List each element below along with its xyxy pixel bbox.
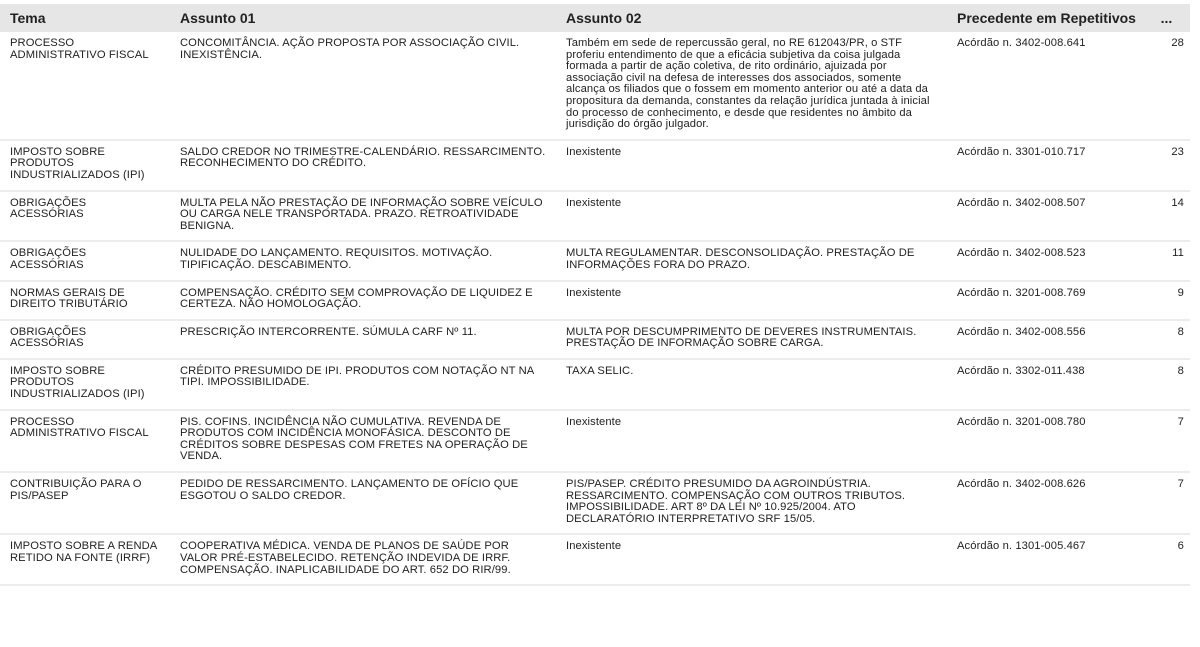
precedents-table <box>0 4 1190 586</box>
cell-tema: IMPOSTO SOBRE A RENDA RETIDO NA FONTE (IRRF) <box>0 534 170 585</box>
cell-assunto-01: COMPENSAÇÃO. CRÉDITO SEM COMPROVAÇÃO DE LIQUIDEZ E CERTEZA. NÃO HOMOLOGAÇÃO. <box>170 281 556 320</box>
cell-precedente: Acórdão n. 3402-008.523 <box>947 241 1143 280</box>
cell-tema: CONTRIBUIÇÃO PARA O PIS/PASEP <box>0 472 170 534</box>
cell-count: 7 <box>1143 472 1190 534</box>
cell-tema: OBRIGAÇÕES ACESSÓRIAS <box>0 241 170 280</box>
cell-assunto-02: Inexistente <box>556 410 947 472</box>
cell-precedente: Acórdão n. 3302-011.438 <box>947 359 1143 410</box>
header-assunto-01[interactable]: Assunto 01 <box>170 4 556 32</box>
header-count[interactable]: ... <box>1143 4 1190 32</box>
table-row[interactable] <box>0 320 1190 359</box>
cell-tema: IMPOSTO SOBRE PRODUTOS INDUSTRIALIZADOS (IPI) <box>0 140 170 191</box>
table-body <box>0 32 1190 585</box>
cell-precedente: Acórdão n. 3402-008.641 <box>947 32 1143 140</box>
cell-assunto-01: MULTA PELA NÃO PRESTAÇÃO DE INFORMAÇÃO SOBRE VEÍCULO OU CARGA NELE TRANSPORTADA. PRAZO. RETROATIVIDADE BENIGNA. <box>170 191 556 242</box>
header-tema[interactable]: Tema <box>0 4 170 32</box>
cell-assunto-02: Também em sede de repercussão geral, no RE 612043/PR, o STF proferiu entendimento de que a eficácia subjetiva da coisa julgada formada a partir de ação coletiva, de rito ordinário, ajuizada por associação civil na defesa de interesses dos associados, somente alcança os filiados que o fossem em momento anterior ou até a data da propositura da demanda, constantes da relação jurídica juntada à inicial do processo de conhecimento, e desde que residentes no âmbito da jurisdição do órgão julgador. <box>556 32 947 140</box>
cell-assunto-01: CRÉDITO PRESUMIDO DE IPI. PRODUTOS COM NOTAÇÃO NT NA TIPI. IMPOSSIBILIDADE. <box>170 359 556 410</box>
cell-precedente: Acórdão n. 3201-008.780 <box>947 410 1143 472</box>
table-row[interactable] <box>0 140 1190 191</box>
table-row[interactable] <box>0 32 1190 140</box>
cell-assunto-02: Inexistente <box>556 281 947 320</box>
table-row[interactable] <box>0 281 1190 320</box>
cell-tema: OBRIGAÇÕES ACESSÓRIAS <box>0 191 170 242</box>
cell-precedente: Acórdão n. 3301-010.717 <box>947 140 1143 191</box>
cell-count: 11 <box>1143 241 1190 280</box>
cell-tema: IMPOSTO SOBRE PRODUTOS INDUSTRIALIZADOS (IPI) <box>0 359 170 410</box>
cell-assunto-02: TAXA SELIC. <box>556 359 947 410</box>
cell-count: 9 <box>1143 281 1190 320</box>
table-header <box>0 4 1190 32</box>
table-row[interactable] <box>0 534 1190 585</box>
cell-assunto-01: SALDO CREDOR NO TRIMESTRE-CALENDÁRIO. RESSARCIMENTO. RECONHECIMENTO DO CRÉDITO. <box>170 140 556 191</box>
cell-assunto-02: MULTA POR DESCUMPRIMENTO DE DEVERES INSTRUMENTAIS. PRESTAÇÃO DE INFORMAÇÃO SOBRE CARGA. <box>556 320 947 359</box>
cell-assunto-01: CONCOMITÂNCIA. AÇÃO PROPOSTA POR ASSOCIAÇÃO CIVIL. INEXISTÊNCIA. <box>170 32 556 140</box>
cell-assunto-01: NULIDADE DO LANÇAMENTO. REQUISITOS. MOTIVAÇÃO. TIPIFICAÇÃO. DESCABIMENTO. <box>170 241 556 280</box>
header-precedente[interactable]: Precedente em Repetitivos <box>947 4 1143 32</box>
cell-count: 28 <box>1143 32 1190 140</box>
cell-precedente: Acórdão n. 3402-008.556 <box>947 320 1143 359</box>
cell-count: 6 <box>1143 534 1190 585</box>
cell-assunto-02: Inexistente <box>556 140 947 191</box>
cell-assunto-01: PIS. COFINS. INCIDÊNCIA NÃO CUMULATIVA. REVENDA DE PRODUTOS COM INCIDÊNCIA MONOFÁSICA. DESCONTO DE CRÉDITOS SOBRE DESPESAS COM FRETES NA OPERAÇÃO DE VENDA. <box>170 410 556 472</box>
cell-assunto-02: MULTA REGULAMENTAR. DESCONSOLIDAÇÃO. PRESTAÇÃO DE INFORMAÇÕES FORA DO PRAZO. <box>556 241 947 280</box>
cell-count: 14 <box>1143 191 1190 242</box>
table-row[interactable] <box>0 472 1190 534</box>
table-row[interactable] <box>0 191 1190 242</box>
cell-precedente: Acórdão n. 3201-008.769 <box>947 281 1143 320</box>
table-row[interactable] <box>0 359 1190 410</box>
cell-precedente: Acórdão n. 1301-005.467 <box>947 534 1143 585</box>
table-row[interactable] <box>0 241 1190 280</box>
header-row <box>0 4 1190 32</box>
cell-precedente: Acórdão n. 3402-008.626 <box>947 472 1143 534</box>
cell-tema: PROCESSO ADMINISTRATIVO FISCAL <box>0 410 170 472</box>
cell-tema: PROCESSO ADMINISTRATIVO FISCAL <box>0 32 170 140</box>
cell-assunto-02: Inexistente <box>556 534 947 585</box>
cell-assunto-01: PEDIDO DE RESSARCIMENTO. LANÇAMENTO DE OFÍCIO QUE ESGOTOU O SALDO CREDOR. <box>170 472 556 534</box>
cell-tema: NORMAS GERAIS DE DIREITO TRIBUTÁRIO <box>0 281 170 320</box>
cell-assunto-02: Inexistente <box>556 191 947 242</box>
header-assunto-02[interactable]: Assunto 02 <box>556 4 947 32</box>
cell-assunto-01: COOPERATIVA MÉDICA. VENDA DE PLANOS DE SAÚDE POR VALOR PRÉ-ESTABELECIDO. RETENÇÃO INDEVIDA DE IRRF. COMPENSAÇÃO. INAPLICABILIDADE DO ART. 652 DO RIR/99. <box>170 534 556 585</box>
cell-count: 23 <box>1143 140 1190 191</box>
cell-count: 7 <box>1143 410 1190 472</box>
cell-tema: OBRIGAÇÕES ACESSÓRIAS <box>0 320 170 359</box>
cell-assunto-02: PIS/PASEP. CRÉDITO PRESUMIDO DA AGROINDÚSTRIA. RESSARCIMENTO. COMPENSAÇÃO COM OUTROS TRIBUTOS. IMPOSSIBILIDADE. ART 8º DA LEI Nº 10.925/2004. ATO DECLARATÓRIO INTERPRETATIVO SRF 15/05. <box>556 472 947 534</box>
cell-precedente: Acórdão n. 3402-008.507 <box>947 191 1143 242</box>
cell-count: 8 <box>1143 359 1190 410</box>
table-row[interactable] <box>0 410 1190 472</box>
cell-count: 8 <box>1143 320 1190 359</box>
cell-assunto-01: PRESCRIÇÃO INTERCORRENTE. SÚMULA CARF Nº 11. <box>170 320 556 359</box>
